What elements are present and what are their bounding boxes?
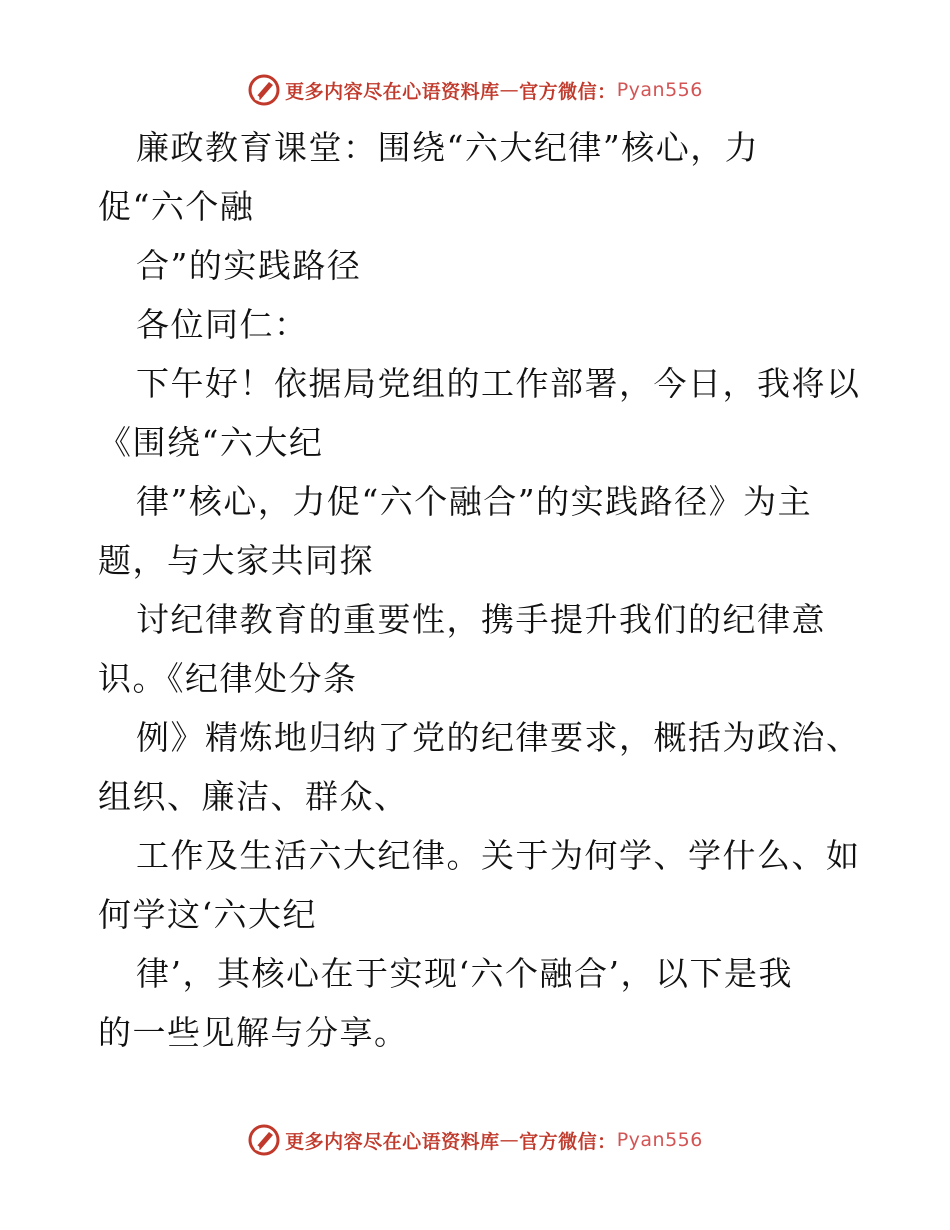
text-line: 组织、廉洁、群众、 xyxy=(98,777,409,816)
text-line: 题，与大家共同探 xyxy=(98,541,374,580)
text-line: 各位同仁： xyxy=(136,305,309,344)
brush-logo-icon xyxy=(247,1123,281,1157)
watermark-wechat-label: 官方微信： xyxy=(519,80,617,103)
brush-logo-icon xyxy=(247,73,281,107)
text-line: 《围绕“六大纪 xyxy=(98,423,324,462)
watermark-wechat-id: Pyan556 xyxy=(616,1129,703,1151)
text-line: 律’，其核心在于实现‘六个融合’，以下是我 xyxy=(136,954,793,993)
text-line: 例》精炼地归纳了党的纪律要求，概括为政治、 xyxy=(136,718,861,757)
text-line: 下午好！依据局党组的工作部署，今日，我将以 xyxy=(136,364,861,403)
text-line: 合”的实践路径 xyxy=(136,246,362,285)
text-line: 促“六个融 xyxy=(98,187,255,226)
watermark-main-text: 更多内容尽在心语资料库 xyxy=(285,80,500,103)
watermark-wechat-id: Pyan556 xyxy=(616,79,703,101)
footer-watermark xyxy=(0,1120,950,1160)
watermark-dash: — xyxy=(499,1129,520,1151)
watermark-wechat-label: 官方微信： xyxy=(519,1130,617,1153)
text-line: 的一些见解与分享。 xyxy=(98,1013,409,1052)
header-watermark xyxy=(0,70,950,110)
text-line: 廉政教育课堂：围绕“六大纪律”核心，力 xyxy=(136,128,760,167)
text-line: 讨纪律教育的重要性，携手提升我们的纪律意 xyxy=(136,600,826,639)
watermark-dash: — xyxy=(499,79,520,101)
watermark-main-text: 更多内容尽在心语资料库 xyxy=(285,1130,500,1153)
text-line: 识。《纪律处分条 xyxy=(98,659,358,698)
document-body xyxy=(98,118,861,1062)
text-line: 何学这‘六大纪 xyxy=(98,895,317,934)
text-line: 工作及生活六大纪律。关于为何学、学什么、如 xyxy=(136,836,861,875)
text-line: 律”核心，力促“六个融合”的实践路径》为主 xyxy=(136,482,813,521)
